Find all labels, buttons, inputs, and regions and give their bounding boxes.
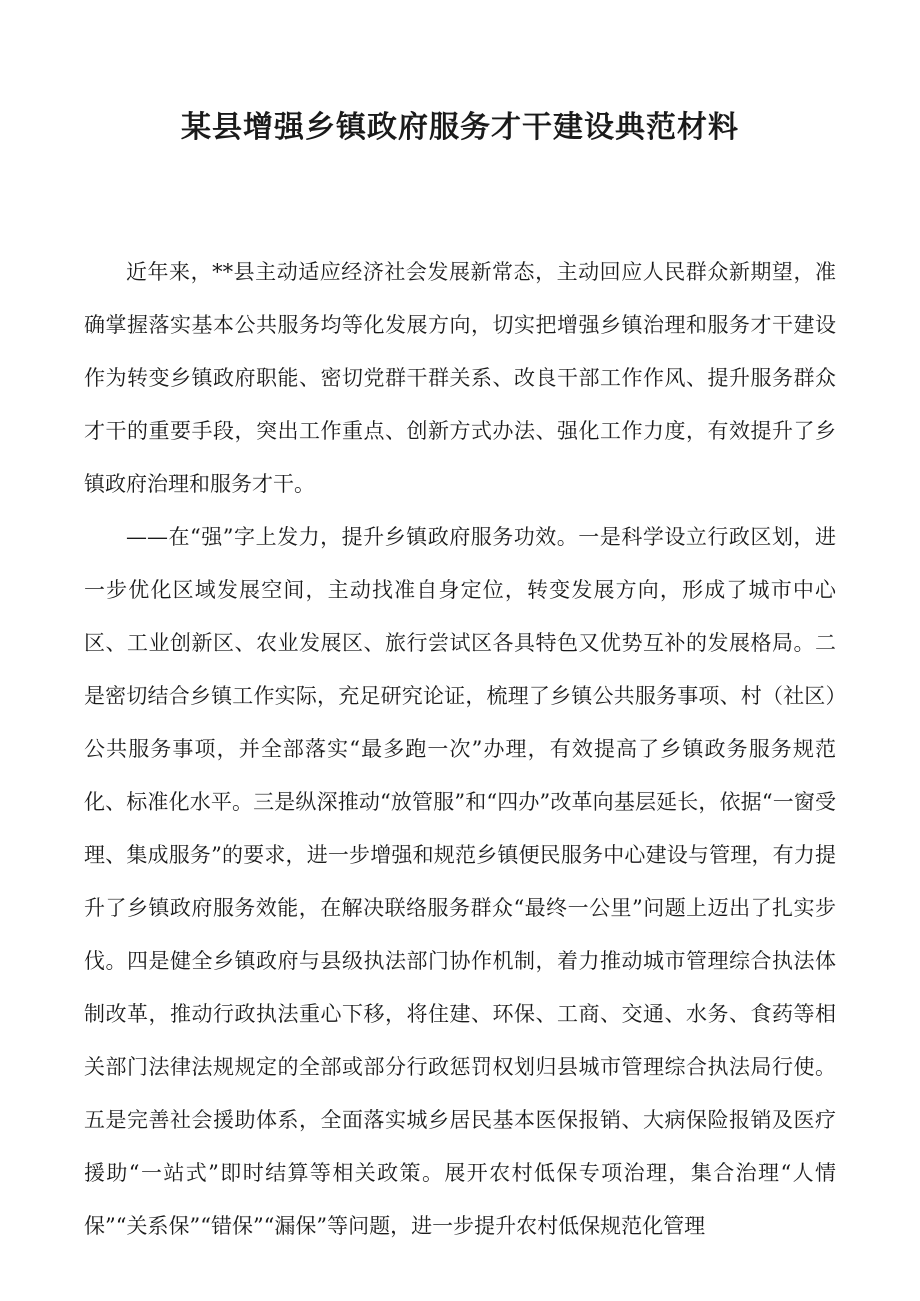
- document-title: 某县增强乡镇政府服务才干建设典范材料: [181, 110, 739, 145]
- document-body: [84, 246, 836, 1253]
- paragraph-intro: 近年来，**县主动适应经济社会发展新常态，主动回应人民群众新期望，准确掌握落实基本公共服务均等化发展方向，切实把增强乡镇治理和服务才干建设作为转变乡镇政府职能、密切党群干群关系、改良干部工作作风、提升服务群众才干的重要手段，突出工作重点、创新方式办法、强化工作力度，有效提升了乡镇政府治理和服务才干。: [84, 260, 836, 496]
- paragraph-section-strong: ——在“强”字上发力，提升乡镇政府服务功效。一是科学设立行政区划，进一步优化区域发展空间，主动找准自身定位，转变发展方向，形成了城市中心区、工业创新区、农业发展区、旅行尝试区各具特色又优势互补的发展格局。二是密切结合乡镇工作实际，充足研究论证，梳理了乡镇公共服务事项、村（社区）公共服务事项，并全部落实“最多跑一次”办理，有效提高了乡镇政务服务规范化、标准化水平。三是纵深推动“放管服”和“四办”改革向基层延长，依据“一窗受理、集成服务”的要求，进一步增强和规范乡镇便民服务中心建设与管理，有力提升了乡镇政府服务效能，在解决联络服务群众“最终一公里”问题上迈出了扎实步伐。四是健全乡镇政府与县级执法部门协作机制，着力推动城市管理综合执法体制改革，推动行政执法重心下移，将住建、环保、工商、交通、水务、食药等相关部门法律法规规定的全部或部分行政惩罚权划归县城市管理综合执法局行使。五是完善社会援助体系，全面落实城乡居民基本医保报销、大病保险报销及医疗援助“一站式”即时结算等相关政策。展开农村低保专项治理，集合治理“人情保”“关系保”“错保”“漏保”等问题，进一步提升农村低保规范化管理: [84, 525, 836, 1238]
